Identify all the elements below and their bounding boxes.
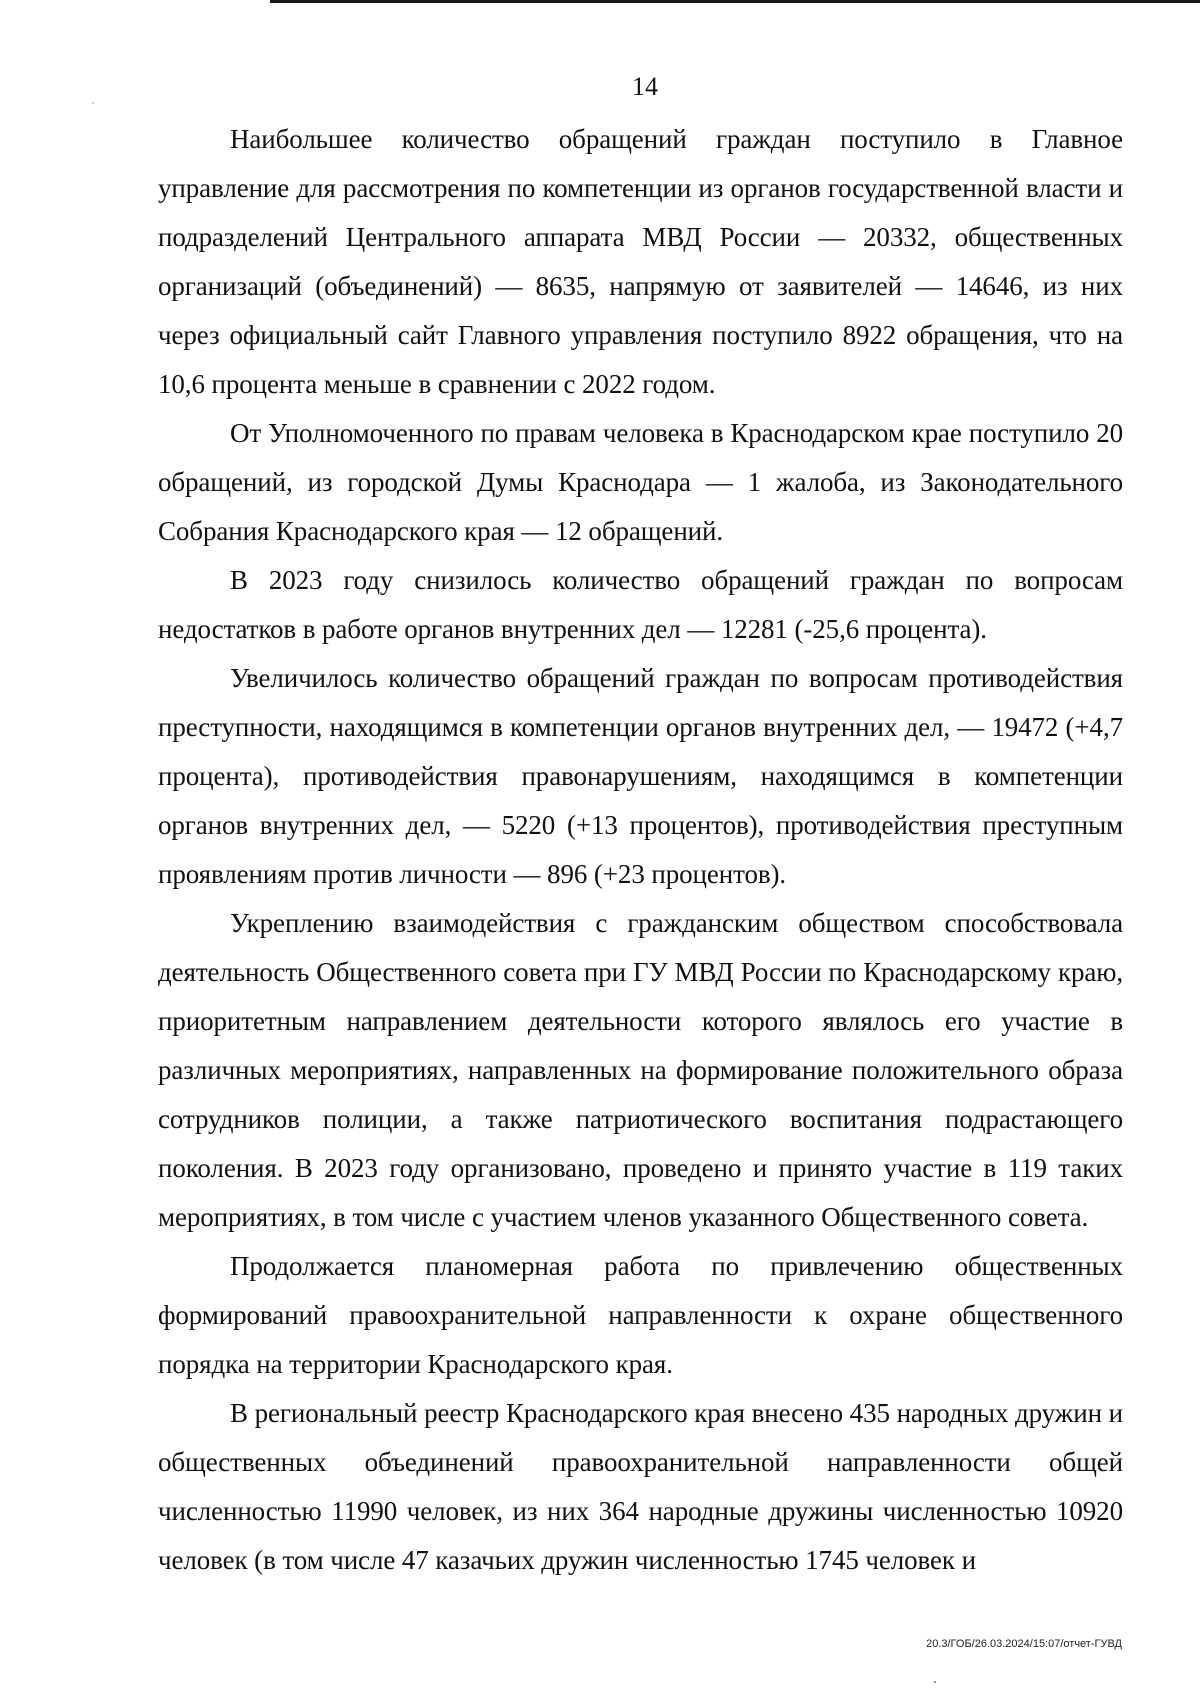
paragraph-increase-appeals: Увеличилось количество обращений граждан по вопросам противодействия преступности, находящимся в компетенции органов внутренних дел, — 19472 (+4,7 процента), противодействия правонарушениям, находящимся в компетенции органов внутренних дел, — 5220 (+13 процентов), противодействия преступным проявлениям против личности — 896 (+23 процентов).	[158, 663, 1123, 889]
paragraph-public-council: Укреплению взаимодействия с гражданским обществом способствовала деятельность Общественного совета при ГУ МВД России по Краснодарскому краю, приоритетным направлением деятельности которого являлось его участие в различных мероприятиях, направленных на формирование положительного образа сотрудников полиции, а также патриотического воспитания подрастающего поколения. В 2023 году организовано, проведено и принято участие в 119 таких мероприятиях, в том числе с участием членов указанного Общественного совета.	[158, 908, 1123, 1232]
page-number: 14	[632, 72, 658, 101]
paragraph-public-formations: Продолжается планомерная работа по привлечению общественных формирований правоохранительной направленности к охране общественного порядка на территории Краснодарского края.	[158, 1251, 1123, 1379]
document-body	[158, 115, 1123, 1585]
paragraph-ombudsman-appeals: От Уполномоченного по правам человека в Краснодарском крае поступило 20 обращений, из городской Думы Краснодара — 1 жалоба, из Законодательного Собрания Краснодарского края — 12 обращений.	[158, 418, 1123, 546]
document-footer-code: 20.3/ГОБ/26.03.2024/15:07/отчет-ГУВД	[926, 1638, 1122, 1650]
paragraph-decrease-appeals: В 2023 году снизилось количество обращений граждан по вопросам недостатков в работе органов внутренних дел — 12281 (-25,6 процента).	[158, 565, 1123, 644]
paragraph-regional-registry: В региональный реестр Краснодарского края внесено 435 народных дружин и общественных объединений правоохранительной направленности общей численностью 11990 человек, из них 364 народные дружины численностью 10920 человек (в том числе 47 казачьих дружин численностью 1745 человек и	[158, 1398, 1123, 1575]
scan-speck	[934, 1681, 936, 1683]
scan-top-edge	[270, 0, 1200, 3]
paragraph-appeals-sources: Наибольшее количество обращений граждан поступило в Главное управление для рассмотрения по компетенции из органов государственной власти и подразделений Центрального аппарата МВД России — 20332, общественных организаций (объединений) — 8635, напрямую от заявителей — 14646, из них через официальный сайт Главного управления поступило 8922 обращения, что на 10,6 процента меньше в сравнении с 2022 годом.	[158, 124, 1123, 399]
scan-speck	[92, 102, 94, 104]
